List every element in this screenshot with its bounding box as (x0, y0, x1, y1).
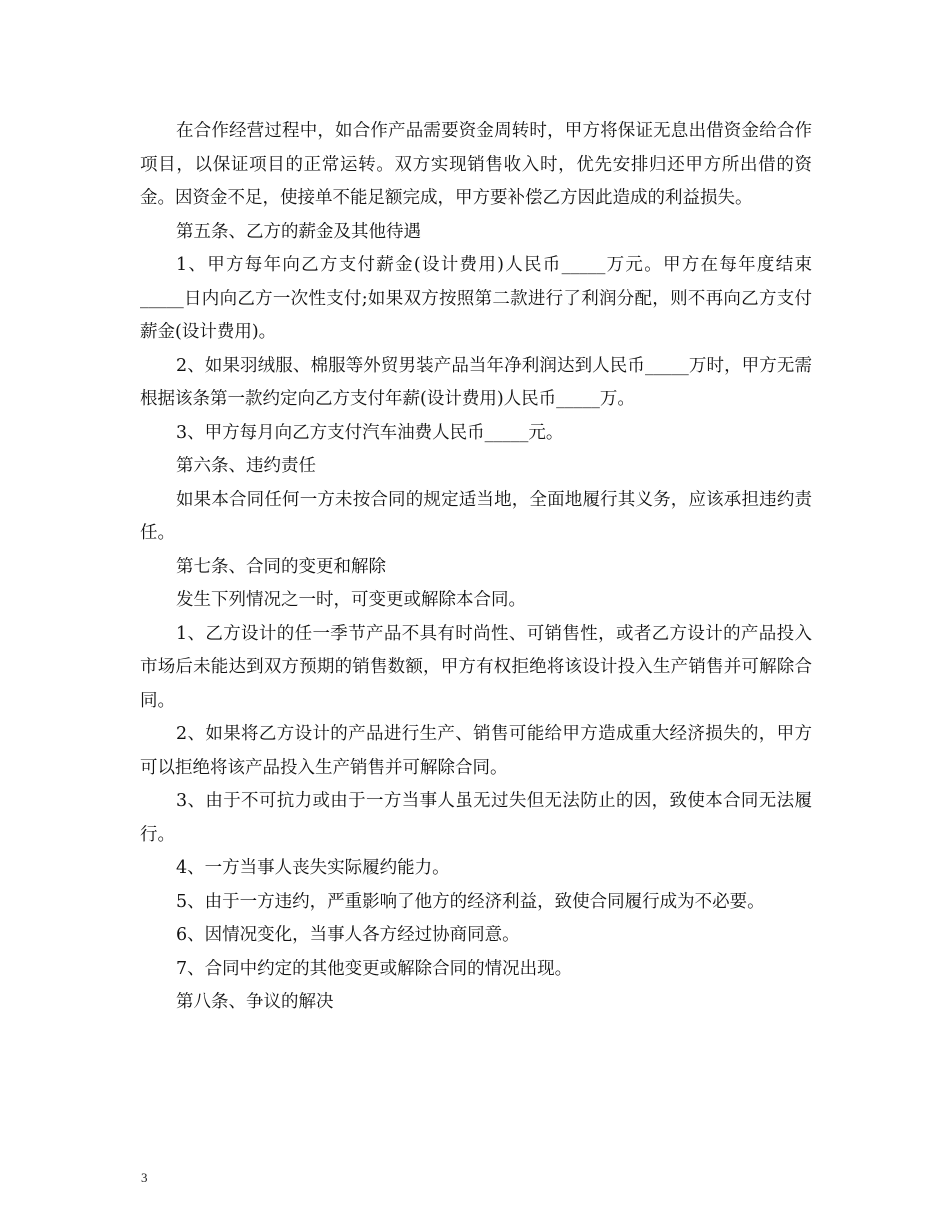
paragraph-change-6: 6、因情况变化，当事人各方经过协商同意。 (176, 925, 520, 945)
paragraph-change-7: 7、合同中约定的其他变更或解除合同的情况出现。 (176, 958, 573, 979)
paragraph-change-5: 5、由于一方违约，严重影响了他方的经济利益，致使合同履行成为不必要。 (176, 891, 765, 912)
paragraph-salary-2: 2、如果羽绒服、棉服等外贸男装产品当年净利润达到人民币_____万时，甲方无需根据该条第一款约定向乙方支付年薪(设计费用)人民币_____万。 (140, 355, 812, 409)
heading-article-6: 第六条、违约责任 (176, 456, 316, 476)
paragraph-change-1: 1、乙方设计的任一季节产品不具有时尚性、可销售性，或者乙方设计的产品投入市场后未能达到双方预期的销售数额，甲方有权拒绝将该设计投入生产销售并可解除合同。 (140, 623, 812, 711)
paragraph-breach: 如果本合同任何一方未按合同的规定适当地，全面地履行其义务，应该承担违约责任。 (140, 489, 812, 543)
paragraph-salary-1: 1、甲方每年向乙方支付薪金(设计费用)人民币_____万元。甲方在每年度结束_____日内向乙方一次性支付;如果双方按照第二款进行了利润分配，则不再向乙方支付薪金(设计费用)。 (140, 255, 812, 342)
paragraph-change-2: 2、如果将乙方设计的产品进行生产、销售可能给甲方造成重大经济损失的，甲方可以拒绝将该产品投入生产销售并可解除合同。 (140, 724, 812, 778)
heading-article-5: 第五条、乙方的薪金及其他待遇 (176, 221, 421, 242)
paragraph-change-3: 3、由于不可抗力或由于一方当事人虽无过失但无法防止的因，致使本合同无法履行。 (140, 791, 812, 845)
paragraph-funding: 在合作经营过程中，如合作产品需要资金周转时，甲方将保证无息出借资金给合作项目，以保证项目的正常运转。双方实现销售收入时，优先安排归还甲方所出借的资金。因资金不足，使接单不能足额完成，甲方要补偿乙方因此造成的利益损失。 (140, 121, 812, 208)
page-number: 3 (141, 1170, 148, 1185)
heading-article-8: 第八条、争议的解决 (176, 992, 334, 1012)
paragraph-change-intro: 发生下列情况之一时，可变更或解除本合同。 (176, 590, 526, 610)
heading-article-7: 第七条、合同的变更和解除 (176, 556, 386, 577)
document-body (140, 115, 812, 1020)
paragraph-salary-3: 3、甲方每月向乙方支付汽车油费人民币_____元。 (176, 422, 564, 443)
paragraph-change-4: 4、一方当事人丧失实际履约能力。 (176, 858, 450, 878)
